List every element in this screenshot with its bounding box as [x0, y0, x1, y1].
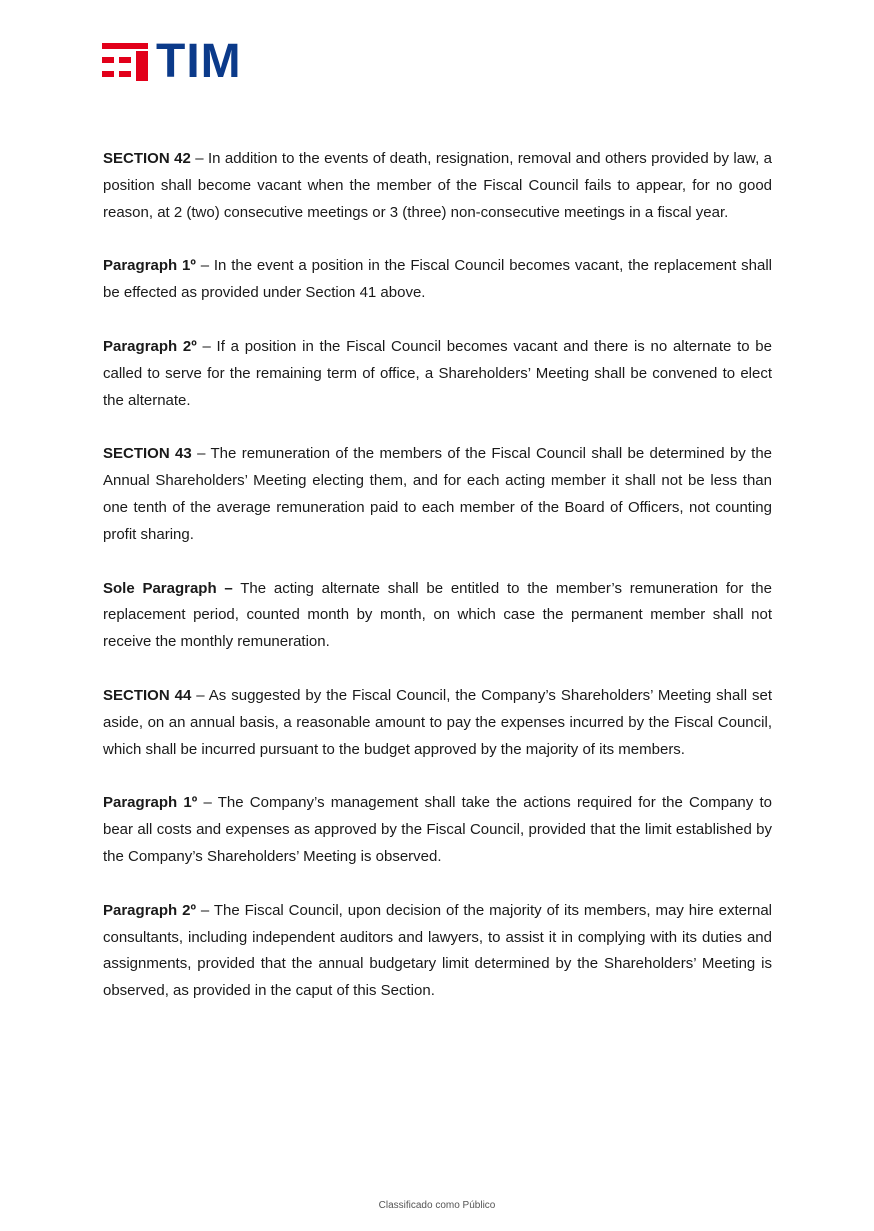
classification-footer: Classificado como Público	[378, 1200, 496, 1211]
tim-logo	[102, 35, 242, 88]
para-label: Paragraph 1º	[103, 794, 198, 812]
para-text: – As suggested by the Fiscal Council, the Company’s Shareholders’ Meeting shall set aside, on an annual basis, a reasonable amount to pay the expenses incurred by the Fiscal Council, which shall be incurred pursuant to the budget approved by the majority of its members.	[103, 686, 772, 758]
para-text: – The Company’s management shall take the actions required for the Company to bear all costs and expenses as approved by the Fiscal Council, provided that the limit established by the Company’s Shareholders’ Meeting is observed.	[103, 794, 772, 865]
para-text: – In addition to the events of death, resignation, removal and others provided by law, a position shall become vacant when the member of the Fiscal Council fails to appear, for no good reason, at 2 (two) consecutive meetings or 3 (three) non-consecutive meetings in a fiscal year.	[103, 150, 773, 221]
para-text: – The Fiscal Council, upon decision of the majority of its members, may hire external consultants, including independent auditors and lawyers, to assist it in complying with its duties and assignments, provided that the annual budgetary limit determined by the Shareholders’ Meeting is observed, as provided in the caput of this Section.	[103, 901, 773, 1000]
para-label: SECTION 43	[103, 445, 192, 463]
section-43-sole-paragraph	[103, 576, 772, 656]
tim-logo-mark-icon	[102, 43, 148, 81]
section-42	[103, 146, 772, 226]
para-label: SECTION 44	[103, 686, 192, 704]
section-42-paragraph-1	[103, 253, 772, 307]
para-text: The acting alternate shall be entitled to the member’s remuneration for the replacement period, counted month by month, on which case the permanent member shall not receive the monthly remuneration.	[103, 579, 772, 651]
para-label: Paragraph 2º	[103, 901, 196, 919]
section-42-paragraph-2	[103, 334, 772, 414]
para-label: Paragraph 2º	[103, 337, 197, 355]
section-44-paragraph-1	[103, 790, 772, 870]
para-text: – The remuneration of the members of the Fiscal Council shall be determined by the Annual Shareholders’ Meeting electing them, and for each acting member it shall not be less than one tenth of the average remuneration paid to each member of the Board of Officers, not counting profit sharing.	[103, 445, 773, 543]
para-label: Sole Paragraph –	[103, 579, 233, 597]
para-label: Paragraph 1º	[103, 257, 196, 275]
para-text: – If a position in the Fiscal Council becomes vacant and there is no alternate to be called to serve for the remaining term of office, a Shareholders’ Meeting shall be convened to elect the alternate.	[103, 337, 772, 409]
tim-logo-text: TIM	[156, 35, 242, 88]
document-body	[103, 146, 772, 1032]
para-text: – In the event a position in the Fiscal Council becomes vacant, the replacement shall be effected as provided under Section 41 above.	[103, 257, 772, 302]
section-44	[103, 683, 772, 763]
para-label: SECTION 42	[103, 150, 191, 167]
section-43	[103, 441, 772, 548]
section-44-paragraph-2	[103, 898, 772, 1005]
